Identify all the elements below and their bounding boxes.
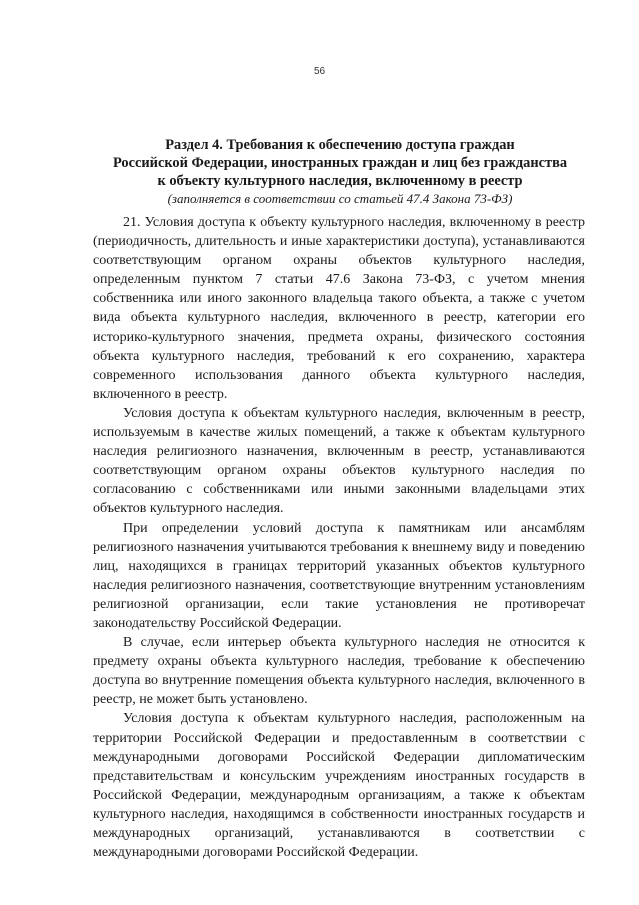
paragraph-residential-religious-objects: Условия доступа к объектам культурного наследия, включенным в реестр, используемым в качестве жилых помещений, а также к объектам культурного наследия религиозного назначения, включенным в реестр, устанавливаются соответствующим органом охраны объектов культурного наследия по согласованию с собственниками или иными законными владельцами этих объектов культурного наследия. (93, 405, 585, 517)
section-title-line-2: Российской Федерации, иностранных граждан и лиц без гражданства (112, 155, 568, 171)
paragraph-interior-not-protected: В случае, если интерьер объекта культурного наследия не относится к предмету охраны объекта культурного наследия, требование к обеспечению доступа во внутренние помещения объекта культурного наследия, включенного в реестр, не может быть установлено. (93, 635, 585, 708)
paragraph-diplomatic-objects: Условия доступа к объектам культурного наследия, расположенным на территории Российской Федерации и предоставленным в соответствии с международными договорами Российской Федерации дипломатическим представительствам и консульским учреждениям иностранных государств в Российской Федерации, международным организациям, а также к объектам культурного наследия, находящимся в собственности иностранных государств и международных организаций, устанавливаются в соответствии с международными договорами Российской Федерации. (93, 711, 585, 861)
paragraph-access-conditions: 21. Условия доступа к объекту культурного наследия, включенному в реестр (периодичность, длительность и иные характеристики доступа), устанавливаются соответствующим органом охраны объектов культурного наследия, определенным пунктом 7 статьи 47.6 Закона 73-ФЗ, с учетом мнения собственника или иного законного владельца такого объекта, а также с учетом вида объекта культурного наследия, включенного в реестр, категории его историко-культурного значения, предмета охраны, физического состояния объекта культурного наследия, требований к его сохранению, характера современного использования данного объекта культурного наследия, включенного в реестр. (93, 215, 585, 402)
section-title-line-1: Раздел 4. Требования к обеспечению доступа граждан (165, 137, 515, 153)
page-number: 56 (313, 66, 326, 77)
paragraph-religious-requirements: При определении условий доступа к памятникам или ансамблям религиозного назначения учитываются требования к внешнему виду и поведению лиц, находящихся в границах территорий указанных объектов культурного наследия религиозного назначения, соответствующие внутренним установлениям религиозной организации, если такие установления не противоречат законодательству Российской Федерации. (93, 520, 585, 631)
section-note: (заполняется в соответствии со статьей 47.4 Закона 73-ФЗ) (167, 191, 513, 206)
section-title-line-3: к объекту культурного наследия, включенному в реестр (157, 173, 523, 189)
section-body (93, 213, 585, 862)
section-header (70, 136, 610, 207)
